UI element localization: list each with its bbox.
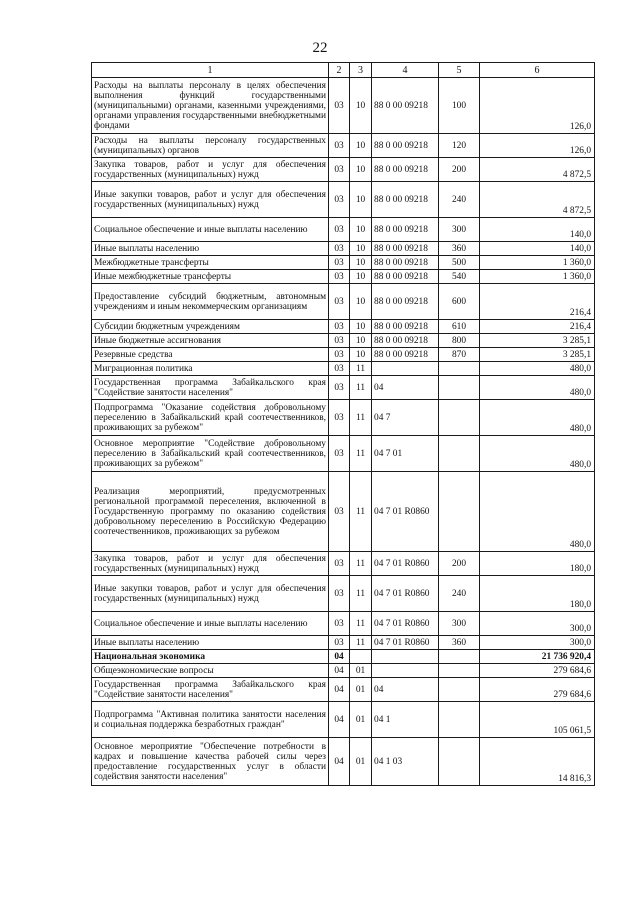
cell-expense-type: 800	[439, 334, 480, 348]
cell-subsection: 11	[350, 552, 372, 576]
cell-section: 03	[329, 270, 350, 284]
cell-amount: 21 736 920,4	[480, 650, 595, 664]
cell-target-article: 88 0 00 09218	[372, 78, 439, 134]
cell-name: Иные выплаты населению	[92, 636, 329, 650]
table-row	[92, 376, 595, 400]
table-row	[92, 348, 595, 362]
cell-section: 04	[329, 650, 350, 664]
header-cell-section: 2	[329, 63, 350, 78]
cell-section: 03	[329, 576, 350, 612]
cell-expense-type: 200	[439, 158, 480, 182]
cell-section: 03	[329, 242, 350, 256]
header-cell-amount: 6	[480, 63, 595, 78]
cell-subsection: 10	[350, 284, 372, 320]
cell-expense-type: 240	[439, 182, 480, 218]
table-row	[92, 78, 595, 134]
table-row	[92, 552, 595, 576]
cell-name: Социальное обеспечение и иные выплаты населению	[92, 218, 329, 242]
cell-name: Иные выплаты населению	[92, 242, 329, 256]
cell-section: 03	[329, 320, 350, 334]
cell-amount: 126,0	[480, 78, 595, 134]
cell-section: 03	[329, 376, 350, 400]
cell-name: Субсидии бюджетным учреждениям	[92, 320, 329, 334]
cell-section: 04	[329, 664, 350, 678]
cell-subsection: 10	[350, 182, 372, 218]
cell-subsection: 11	[350, 636, 372, 650]
cell-amount: 4 872,5	[480, 158, 595, 182]
cell-expense-type	[439, 650, 480, 664]
cell-expense-type	[439, 702, 480, 738]
cell-target-article: 88 0 00 09218	[372, 242, 439, 256]
table-row	[92, 472, 595, 552]
cell-subsection	[350, 650, 372, 664]
cell-name: Основное мероприятие "Обеспечение потребности в кадрах и повышение качества рабочей силы через предоставление государственных услуг в области содействия занятости населения"	[92, 738, 329, 786]
cell-expense-type	[439, 472, 480, 552]
cell-section: 04	[329, 702, 350, 738]
table-row	[92, 738, 595, 786]
cell-expense-type	[439, 664, 480, 678]
cell-amount: 126,0	[480, 134, 595, 158]
cell-name: Подпрограмма "Оказание содействия добровольному переселению в Забайкальский край соотечественников, проживающих за рубежом"	[92, 400, 329, 436]
table-row	[92, 678, 595, 702]
cell-subsection: 10	[350, 158, 372, 182]
cell-amount: 300,0	[480, 612, 595, 636]
cell-subsection: 10	[350, 256, 372, 270]
cell-target-article: 88 0 00 09218	[372, 218, 439, 242]
cell-section: 04	[329, 738, 350, 786]
cell-subsection: 01	[350, 702, 372, 738]
cell-target-article: 04 7 01 R0860	[372, 636, 439, 650]
cell-amount: 300,0	[480, 636, 595, 650]
cell-target-article: 88 0 00 09218	[372, 348, 439, 362]
cell-section: 03	[329, 256, 350, 270]
cell-expense-type: 360	[439, 242, 480, 256]
cell-section: 03	[329, 158, 350, 182]
cell-target-article: 88 0 00 09218	[372, 182, 439, 218]
cell-subsection: 10	[350, 320, 372, 334]
cell-section: 03	[329, 472, 350, 552]
table-row	[92, 576, 595, 612]
cell-target-article: 04 7 01 R0860	[372, 612, 439, 636]
cell-amount: 480,0	[480, 472, 595, 552]
cell-expense-type	[439, 678, 480, 702]
table-row	[92, 702, 595, 738]
cell-target-article: 04 7 01	[372, 436, 439, 472]
cell-name: Резервные средства	[92, 348, 329, 362]
cell-amount: 1 360,0	[480, 270, 595, 284]
cell-name: Иные закупки товаров, работ и услуг для обеспечения государственных (муниципальных) нужд	[92, 182, 329, 218]
cell-amount: 216,4	[480, 284, 595, 320]
table-row	[92, 182, 595, 218]
cell-subsection: 10	[350, 78, 372, 134]
cell-subsection: 11	[350, 576, 372, 612]
cell-expense-type	[439, 436, 480, 472]
cell-amount: 180,0	[480, 576, 595, 612]
cell-expense-type	[439, 376, 480, 400]
cell-amount: 279 684,6	[480, 664, 595, 678]
cell-expense-type	[439, 362, 480, 376]
cell-subsection: 01	[350, 678, 372, 702]
budget-table	[91, 62, 595, 786]
table-row	[92, 636, 595, 650]
table-row	[92, 256, 595, 270]
cell-subsection: 10	[350, 242, 372, 256]
cell-name: Основное мероприятие "Содействие добровольному переселению в Забайкальский край соотечественников, проживающих за рубежом"	[92, 436, 329, 472]
cell-amount: 4 872,5	[480, 182, 595, 218]
table-row	[92, 218, 595, 242]
cell-expense-type: 610	[439, 320, 480, 334]
cell-target-article: 04 7 01 R0860	[372, 472, 439, 552]
cell-name: Подпрограмма "Активная политика занятости населения и социальная поддержка безработных граждан"	[92, 702, 329, 738]
cell-expense-type: 100	[439, 78, 480, 134]
cell-subsection: 10	[350, 270, 372, 284]
cell-subsection: 11	[350, 436, 372, 472]
cell-expense-type: 300	[439, 612, 480, 636]
cell-target-article: 88 0 00 09218	[372, 320, 439, 334]
cell-subsection: 11	[350, 362, 372, 376]
cell-amount: 480,0	[480, 436, 595, 472]
cell-name: Государственная программа Забайкальского края "Содействие занятости населения"	[92, 678, 329, 702]
table-row	[92, 320, 595, 334]
cell-section: 03	[329, 636, 350, 650]
cell-expense-type: 300	[439, 218, 480, 242]
cell-target-article: 88 0 00 09218	[372, 284, 439, 320]
header-cell-target-article: 4	[372, 63, 439, 78]
table-row	[92, 362, 595, 376]
cell-subsection: 11	[350, 376, 372, 400]
table-row	[92, 284, 595, 320]
cell-expense-type: 500	[439, 256, 480, 270]
header-cell-subsection: 3	[350, 63, 372, 78]
cell-subsection: 11	[350, 612, 372, 636]
cell-name: Предоставление субсидий бюджетным, автономным учреждениям и иным некоммерческим организациям	[92, 284, 329, 320]
cell-section: 03	[329, 182, 350, 218]
cell-section: 03	[329, 400, 350, 436]
page-number: 22	[312, 40, 328, 56]
table-row	[92, 242, 595, 256]
cell-amount: 180,0	[480, 552, 595, 576]
cell-amount: 480,0	[480, 400, 595, 436]
cell-section: 03	[329, 334, 350, 348]
cell-subsection: 01	[350, 664, 372, 678]
cell-section: 03	[329, 284, 350, 320]
cell-name: Закупка товаров, работ и услуг для обеспечения государственных (муниципальных) нужд	[92, 158, 329, 182]
cell-target-article: 04 7	[372, 400, 439, 436]
cell-amount: 140,0	[480, 242, 595, 256]
cell-target-article: 04 1 03	[372, 738, 439, 786]
cell-expense-type: 600	[439, 284, 480, 320]
cell-subsection: 01	[350, 738, 372, 786]
cell-name: Социальное обеспечение и иные выплаты населению	[92, 612, 329, 636]
table-row	[92, 436, 595, 472]
cell-target-article: 88 0 00 09218	[372, 158, 439, 182]
cell-expense-type	[439, 738, 480, 786]
table-row	[92, 400, 595, 436]
cell-target-article	[372, 362, 439, 376]
cell-section: 04	[329, 678, 350, 702]
cell-amount: 480,0	[480, 362, 595, 376]
cell-section: 03	[329, 78, 350, 134]
cell-name: Иные закупки товаров, работ и услуг для обеспечения государственных (муниципальных) нужд	[92, 576, 329, 612]
cell-expense-type: 200	[439, 552, 480, 576]
table-body	[92, 78, 595, 786]
table-header-row	[92, 63, 595, 78]
cell-section: 03	[329, 134, 350, 158]
cell-expense-type: 540	[439, 270, 480, 284]
cell-section: 03	[329, 552, 350, 576]
cell-section: 03	[329, 436, 350, 472]
cell-expense-type: 360	[439, 636, 480, 650]
table-row	[92, 650, 595, 664]
cell-amount: 140,0	[480, 218, 595, 242]
cell-expense-type: 870	[439, 348, 480, 362]
cell-section: 03	[329, 362, 350, 376]
cell-amount: 279 684,6	[480, 678, 595, 702]
cell-name: Миграционная политика	[92, 362, 329, 376]
cell-name: Национальная экономика	[92, 650, 329, 664]
table-row	[92, 334, 595, 348]
cell-amount: 3 285,1	[480, 334, 595, 348]
cell-subsection: 10	[350, 218, 372, 242]
table-row	[92, 158, 595, 182]
cell-target-article: 88 0 00 09218	[372, 134, 439, 158]
header-cell-expense-type: 5	[439, 63, 480, 78]
table-row	[92, 270, 595, 284]
cell-amount: 216,4	[480, 320, 595, 334]
cell-subsection: 10	[350, 134, 372, 158]
cell-subsection: 10	[350, 348, 372, 362]
cell-target-article: 04 7 01 R0860	[372, 552, 439, 576]
cell-name: Государственная программа Забайкальского края "Содействие занятости населения"	[92, 376, 329, 400]
cell-expense-type: 120	[439, 134, 480, 158]
table-row	[92, 612, 595, 636]
cell-amount: 1 360,0	[480, 256, 595, 270]
cell-name: Реализация мероприятий, предусмотренных региональной программой переселения, включенной в Государственную программу по оказанию содействия добровольному переселению в Российскую Федерацию соотечественников, проживающих за рубежом	[92, 472, 329, 552]
cell-target-article: 04	[372, 678, 439, 702]
cell-section: 03	[329, 612, 350, 636]
cell-target-article: 88 0 00 09218	[372, 270, 439, 284]
cell-name: Общеэкономические вопросы	[92, 664, 329, 678]
cell-name: Расходы на выплаты персоналу государственных (муниципальных) органов	[92, 134, 329, 158]
cell-amount: 3 285,1	[480, 348, 595, 362]
cell-expense-type: 240	[439, 576, 480, 612]
cell-subsection: 10	[350, 334, 372, 348]
cell-name: Иные бюджетные ассигнования	[92, 334, 329, 348]
cell-amount: 14 816,3	[480, 738, 595, 786]
table-row	[92, 134, 595, 158]
cell-target-article: 04 7 01 R0860	[372, 576, 439, 612]
header-cell-name: 1	[92, 63, 329, 78]
cell-target-article: 04	[372, 376, 439, 400]
cell-amount: 105 061,5	[480, 702, 595, 738]
cell-name: Иные межбюджетные трансферты	[92, 270, 329, 284]
cell-target-article	[372, 650, 439, 664]
cell-name: Закупка товаров, работ и услуг для обеспечения государственных (муниципальных) нужд	[92, 552, 329, 576]
cell-target-article: 88 0 00 09218	[372, 334, 439, 348]
cell-subsection: 11	[350, 400, 372, 436]
cell-target-article	[372, 664, 439, 678]
cell-subsection: 11	[350, 472, 372, 552]
cell-target-article: 04 1	[372, 702, 439, 738]
cell-target-article: 88 0 00 09218	[372, 256, 439, 270]
cell-section: 03	[329, 348, 350, 362]
cell-amount: 480,0	[480, 376, 595, 400]
cell-expense-type	[439, 400, 480, 436]
cell-name: Расходы на выплаты персоналу в целях обеспечения выполнения функций государственными (муниципальными) органами, казенными учреждениями, органами управления государственными внебюджетными фондами	[92, 78, 329, 134]
cell-name: Межбюджетные трансферты	[92, 256, 329, 270]
table-row	[92, 664, 595, 678]
cell-section: 03	[329, 218, 350, 242]
